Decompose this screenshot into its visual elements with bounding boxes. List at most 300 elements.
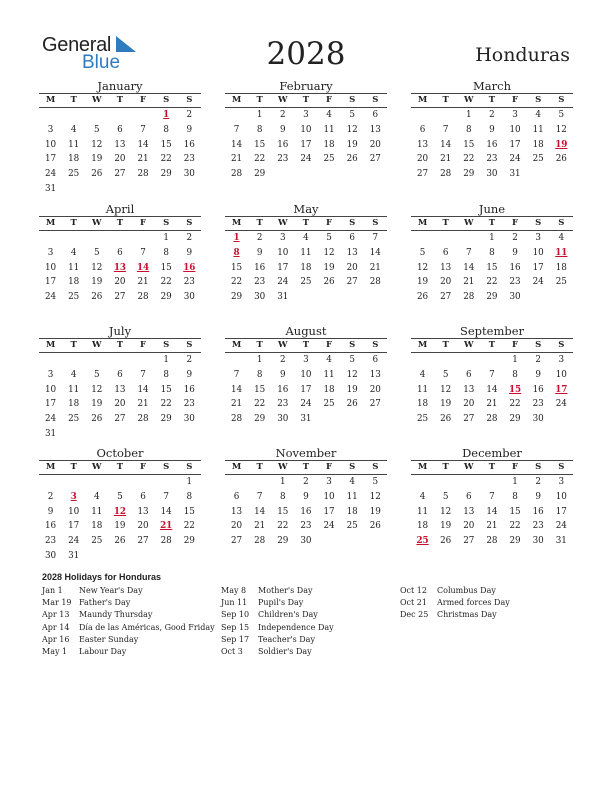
week-row [39,427,201,442]
empty-day-cell [457,475,480,490]
day-cell: 8 [163,124,169,135]
empty-day-cell [341,167,364,182]
day-cell: 6 [442,247,449,258]
day-cell: 4 [419,369,426,380]
holiday-date: Jan 1 [42,586,63,595]
day-cell: 10 [277,247,289,258]
month-september [411,324,573,427]
day-cell: 31 [44,183,57,194]
weekday-header-row [411,94,573,108]
day-cell: 20 [416,154,429,165]
day-cell: 9 [280,124,286,135]
day-cell: 2 [186,233,193,243]
day-cell: 5 [442,491,449,502]
weekday-header-row [225,217,387,231]
day-cell: 1 [163,233,169,243]
weekday-header-row [225,339,387,353]
holiday-day-cell: 11 [555,247,568,258]
week-row [39,261,201,276]
day-cell: 28 [440,169,452,180]
day-cell: 21 [230,399,243,410]
week-row [411,246,573,261]
day-cell: 30 [183,169,195,180]
day-cell: 5 [349,110,355,120]
day-cell: 2 [280,110,286,120]
day-cell: 14 [486,506,498,517]
weekday-label: F [326,340,333,350]
day-cell: 20 [230,521,243,532]
month-name: November [275,446,337,460]
month-day-grid [411,460,573,549]
day-cell: 25 [91,536,103,547]
day-cell: 27 [114,292,126,303]
week-row [39,246,201,261]
empty-day-cell [132,182,155,197]
day-cell: 12 [346,369,358,380]
day-cell: 5 [117,491,123,502]
empty-day-cell [341,534,364,549]
weekday-label: T [256,340,263,350]
day-cell: 6 [117,247,123,258]
weekday-label: M [417,95,428,105]
week-row [39,519,201,534]
day-cell: 23 [183,277,195,288]
empty-day-cell [62,182,85,197]
day-cell: 23 [277,399,289,410]
day-cell: 16 [509,262,521,273]
holiday-name: Children's Day [258,610,318,620]
day-cell: 7 [372,233,379,243]
day-cell: 16 [486,139,498,150]
weekday-label: S [163,95,170,105]
day-cell: 15 [463,139,475,150]
day-cell: 7 [140,247,146,258]
empty-day-cell [225,475,248,490]
day-cell: 7 [256,491,263,502]
day-cell: 27 [230,536,243,547]
day-cell: 11 [323,124,335,135]
holiday-date: Mar 19 [42,598,72,608]
empty-day-cell [108,108,131,123]
day-cell: 7 [489,369,495,380]
day-cell: 14 [230,384,243,395]
empty-day-cell [155,475,178,490]
empty-day-cell [550,290,573,305]
day-cell: 26 [346,399,358,410]
weekday-label: T [442,462,449,472]
week-row [39,231,201,246]
empty-day-cell [132,427,155,442]
empty-day-cell [318,290,341,305]
holiday-name: Mother's Day [258,586,313,595]
day-cell: 24 [555,399,567,410]
holiday-name: Christmas Day [437,610,497,620]
day-cell: 23 [532,521,544,532]
day-cell: 13 [463,506,475,517]
day-cell: 19 [114,521,126,532]
day-cell: 14 [137,139,149,150]
weekday-label: W [464,462,474,472]
day-cell: 11 [300,247,312,258]
empty-day-cell [178,182,201,197]
month-day-grid [225,460,387,549]
day-cell: 30 [183,414,195,425]
holiday-name: New Year's Day [79,586,143,595]
day-cell: 9 [535,369,541,380]
day-cell: 6 [140,491,146,502]
empty-day-cell [62,353,85,368]
day-cell: 13 [463,384,475,395]
week-row [411,231,573,246]
holiday-item [42,647,215,659]
day-cell: 17 [44,399,57,410]
week-row [411,534,573,549]
day-cell: 24 [44,414,57,425]
holiday-date: Oct 21 [400,598,427,608]
empty-day-cell [457,231,480,246]
day-cell: 5 [94,369,100,380]
weekday-label: S [372,340,379,350]
day-cell: 8 [466,124,472,135]
day-cell: 29 [230,292,243,303]
holiday-item [400,586,510,598]
holiday-day-cell: 15 [508,384,522,395]
day-cell: 25 [323,154,335,165]
weekday-header-row [39,94,201,108]
day-cell: 1 [280,477,286,487]
day-cell: 26 [91,292,103,303]
weekday-label: W [278,340,288,350]
day-cell: 17 [532,262,544,273]
empty-day-cell [434,353,457,368]
day-cell: 28 [254,536,266,547]
day-cell: 31 [68,550,80,561]
month-day-grid [39,338,201,442]
empty-day-cell [85,427,108,442]
day-cell: 22 [160,277,172,288]
week-row [411,353,573,368]
month-name: February [279,79,333,93]
day-cell: 18 [555,262,567,273]
day-cell: 23 [44,536,57,547]
day-cell: 17 [300,384,312,395]
day-cell: 4 [558,233,565,243]
month-day-grid [225,338,387,427]
day-cell: 6 [117,124,123,135]
day-cell: 25 [555,277,567,288]
weekday-header-row [225,461,387,475]
holiday-day-cell: 16 [183,262,196,273]
day-cell: 17 [300,139,312,150]
day-cell: 20 [114,399,126,410]
week-row [39,275,201,290]
day-cell: 16 [277,139,289,150]
day-cell: 29 [160,292,172,303]
day-cell: 23 [277,154,289,165]
empty-day-cell [85,108,108,123]
week-row [225,519,387,534]
holiday-date: Dec 25 [400,610,429,620]
day-cell: 3 [558,477,565,487]
day-cell: 26 [91,414,103,425]
month-june [411,202,573,305]
day-cell: 19 [346,139,358,150]
holiday-day-cell: 25 [416,536,429,547]
weekday-label: S [349,340,356,350]
month-name: August [285,324,327,338]
day-cell: 26 [440,414,452,425]
day-cell: 31 [300,414,312,425]
holiday-name: Teacher's Day [258,634,315,644]
week-row [39,505,201,520]
day-cell: 6 [372,355,379,365]
day-cell: 22 [254,399,266,410]
week-row [225,412,387,427]
day-cell: 21 [369,262,381,273]
holiday-date: Apr 16 [42,634,70,644]
holiday-date: Apr 13 [42,610,70,620]
week-row [411,108,573,123]
empty-day-cell [108,182,131,197]
day-cell: 24 [44,292,57,303]
weekday-label: S [535,95,542,105]
day-cell: 9 [186,124,193,135]
weekday-label: M [231,218,242,228]
day-cell: 16 [300,506,312,517]
day-cell: 26 [555,154,567,165]
day-cell: 9 [256,247,263,258]
empty-day-cell [85,475,108,490]
empty-day-cell [411,108,434,123]
day-cell: 19 [440,399,452,410]
holiday-item [221,610,334,622]
day-cell: 25 [68,169,80,180]
country-title: Honduras [475,44,570,66]
day-cell: 12 [323,247,335,258]
weekday-label: M [45,218,56,228]
empty-day-cell [364,412,387,427]
day-cell: 23 [509,277,521,288]
day-cell: 10 [44,139,57,150]
day-cell: 5 [419,247,426,258]
weekday-label: T [256,218,263,228]
day-cell: 23 [183,399,195,410]
day-cell: 2 [512,233,518,243]
day-cell: 10 [509,124,521,135]
day-cell: 27 [416,169,429,180]
day-cell: 29 [160,414,172,425]
day-cell: 8 [512,369,518,380]
day-cell: 18 [68,154,80,165]
month-day-grid [39,93,201,197]
empty-day-cell [132,475,155,490]
holiday-date: Sep 15 [221,622,250,632]
holiday-item [400,598,510,610]
week-row [225,123,387,138]
holiday-day-cell: 8 [233,247,240,258]
day-cell: 22 [486,277,498,288]
day-cell: 1 [256,355,263,365]
day-cell: 3 [326,477,332,487]
day-cell: 22 [230,277,243,288]
weekday-label: W [92,340,102,350]
day-cell: 24 [532,277,544,288]
day-cell: 18 [416,521,429,532]
empty-day-cell [132,108,155,123]
day-cell: 21 [463,277,475,288]
holiday-column [42,586,215,659]
day-cell: 29 [509,536,521,547]
day-cell: 19 [91,399,103,410]
month-name: May [293,202,319,216]
holiday-item [42,635,215,647]
holiday-day-cell: 17 [555,384,568,395]
week-row [225,490,387,505]
day-cell: 13 [369,369,381,380]
day-cell: 7 [233,369,240,380]
week-row [411,167,573,182]
holiday-day-cell: 3 [70,491,77,502]
day-cell: 24 [509,154,521,165]
day-cell: 29 [277,536,289,547]
empty-day-cell [178,427,201,442]
month-day-grid [39,460,201,564]
weekday-label: S [163,340,170,350]
weekday-label: F [512,218,519,228]
weekday-label: M [231,462,242,472]
empty-day-cell [39,231,62,246]
empty-day-cell [364,167,387,182]
empty-day-cell [341,412,364,427]
holiday-name: Easter Sunday [79,634,139,644]
empty-day-cell [108,231,131,246]
day-cell: 17 [323,506,335,517]
day-cell: 12 [91,262,103,273]
holiday-item [221,586,334,598]
weekday-label: W [92,95,102,105]
weekday-label: M [417,462,428,472]
month-name: December [462,446,522,460]
day-cell: 15 [277,506,289,517]
day-cell: 24 [68,536,80,547]
holiday-name: Día de las Américas, Good Friday [79,622,215,632]
day-cell: 1 [512,355,518,365]
weekday-label: S [349,95,356,105]
day-cell: 1 [466,110,472,120]
day-cell: 16 [277,384,289,395]
day-cell: 29 [160,169,172,180]
month-name: June [478,202,506,216]
empty-day-cell [434,108,457,123]
empty-day-cell [480,353,503,368]
weekday-header-row [39,339,201,353]
weekday-label: T [116,340,124,350]
day-cell: 4 [70,369,77,380]
holiday-name: Independence Day [258,622,334,632]
day-cell: 11 [68,384,80,395]
day-cell: 6 [372,110,379,120]
day-cell: 31 [555,536,567,547]
weekday-label: S [372,95,379,105]
day-cell: 15 [183,506,195,517]
day-cell: 15 [254,384,266,395]
holiday-date: Jun 11 [221,598,248,608]
weekday-label: W [464,340,474,350]
week-row [39,123,201,138]
day-cell: 4 [419,491,426,502]
day-cell: 1 [489,233,495,243]
day-cell: 5 [558,110,565,120]
empty-day-cell [294,167,317,182]
week-row [39,475,201,490]
day-cell: 11 [91,506,103,517]
day-cell: 26 [346,154,358,165]
empty-day-cell [527,167,550,182]
empty-day-cell [364,534,387,549]
month-name: April [105,202,135,216]
day-cell: 17 [555,506,567,517]
day-cell: 27 [346,277,358,288]
month-name: March [473,79,511,93]
holiday-date: May 8 [221,586,247,595]
empty-day-cell [294,290,317,305]
day-cell: 17 [509,139,521,150]
weekday-label: M [45,462,56,472]
weekday-label: F [140,462,147,472]
day-cell: 2 [256,233,263,243]
empty-day-cell [85,231,108,246]
holiday-name: Father's Day [79,598,131,608]
day-cell: 20 [369,139,381,150]
day-cell: 26 [369,521,381,532]
day-cell: 2 [535,355,541,365]
day-cell: 4 [303,233,309,243]
day-cell: 22 [160,154,172,165]
day-cell: 22 [509,521,521,532]
weekday-header-row [411,217,573,231]
day-cell: 28 [486,536,498,547]
day-cell: 8 [256,369,263,380]
day-cell: 29 [254,169,266,180]
week-row [411,505,573,520]
holiday-day-cell: 1 [163,110,170,120]
day-cell: 7 [140,369,146,380]
day-cell: 18 [323,384,335,395]
month-august [225,324,387,427]
day-cell: 18 [532,139,544,150]
day-cell: 28 [486,414,498,425]
week-row [225,397,387,412]
week-row [411,138,573,153]
day-cell: 31 [44,428,57,439]
holiday-day-cell: 1 [233,233,240,243]
weekday-label: T [302,95,310,105]
month-day-grid [411,338,573,427]
day-cell: 30 [486,169,498,180]
week-row [225,108,387,123]
day-cell: 15 [160,262,172,273]
day-cell: 22 [254,154,266,165]
day-cell: 19 [416,277,429,288]
day-cell: 3 [280,233,286,243]
day-cell: 18 [68,399,80,410]
day-cell: 8 [256,124,263,135]
weekday-label: W [278,218,288,228]
day-cell: 31 [277,292,289,303]
day-cell: 16 [532,384,544,395]
day-cell: 30 [532,414,544,425]
day-cell: 10 [323,491,335,502]
